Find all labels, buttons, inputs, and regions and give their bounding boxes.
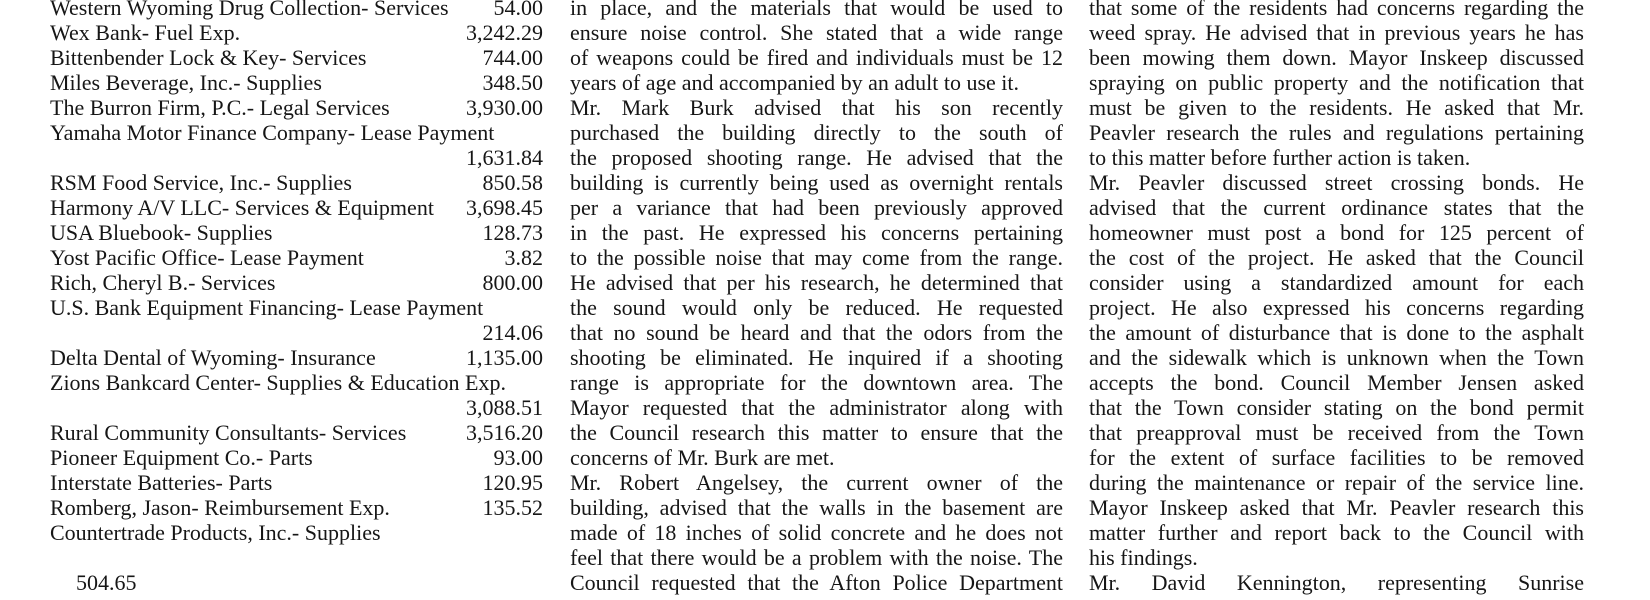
ledger-row (50, 495, 543, 520)
text-line: purchased the building directly to the south of (570, 120, 1063, 145)
ledger-row (50, 320, 543, 345)
ledger-row (50, 195, 543, 220)
text-line: been mowing them down. Mayor Inskeep discussed (1089, 45, 1584, 70)
ledger-row (50, 220, 543, 245)
text-line: that some of the residents had concerns regarding the (1089, 0, 1584, 20)
bills-list-column (50, 0, 543, 595)
ledger-payee: Harmony A/V LLC- Services & Equipment (50, 195, 434, 220)
ledger-amount: 3.82 (504, 245, 543, 270)
ledger-payee: Interstate Batteries- Parts (50, 470, 273, 495)
ledger-payee: USA Bluebook- Supplies (50, 220, 273, 245)
text-line: homeowner must post a bond for 125 percent of (1089, 220, 1584, 245)
ledger-row (50, 470, 543, 495)
ledger-payee: Wex Bank- Fuel Exp. (50, 20, 241, 45)
ledger-row (50, 345, 543, 370)
ledger-row (50, 520, 543, 545)
text-line: weed spray. He advised that in previous years he has (1089, 20, 1584, 45)
ledger-row (50, 170, 543, 195)
ledger-payee: Bittenbender Lock & Key- Services (50, 45, 367, 70)
ledger-amount: 3,930.00 (466, 95, 543, 120)
ledger-row (50, 120, 543, 145)
ledger-payee: Pioneer Equipment Co.- Parts (50, 445, 313, 470)
text-line: advised that the current ordinance states that the (1089, 195, 1584, 220)
text-line: in the past. He expressed his concerns pertaining (570, 220, 1063, 245)
text-line: spraying on public property and the notification that (1089, 70, 1584, 95)
text-line: Peavler research the rules and regulations pertaining (1089, 120, 1584, 145)
ledger-payee: RSM Food Service, Inc.- Supplies (50, 170, 352, 195)
ledger-payee: The Burron Firm, P.C.- Legal Services (50, 95, 390, 120)
ledger-amount: 1,631.84 (466, 145, 543, 170)
ledger-amount: 54.00 (493, 0, 543, 20)
ledger-payee: Delta Dental of Wyoming- Insurance (50, 345, 376, 370)
ledger-row (50, 45, 543, 70)
ledger-amount: 3,088.51 (466, 395, 543, 420)
text-line: and the sidewalk which is unknown when the Town (1089, 345, 1584, 370)
text-line: project. He also expressed his concerns regarding (1089, 295, 1584, 320)
ledger-row (50, 545, 543, 570)
text-line: that preapproval must be received from the Town (1089, 420, 1584, 445)
text-line: building is currently being used as overnight rentals (570, 170, 1063, 195)
ledger-amount: 3,516.20 (466, 420, 543, 445)
text-line: concerns of Mr. Burk are met. (570, 445, 835, 470)
text-line: of weapons could be fired and individuals must be 12 (570, 45, 1063, 70)
ledger-amount: 128.73 (482, 220, 543, 245)
text-line: that no sound be heard and that the odors from the (570, 320, 1063, 345)
text-line: years of age and accompanied by an adult to use it. (570, 70, 1020, 95)
text-line: in place, and the materials that would be used to (570, 0, 1063, 20)
ledger-row (50, 445, 543, 470)
ledger-payee: Romberg, Jason- Reimbursement Exp. (50, 495, 390, 520)
text-line: He advised that per his research, he determined that (570, 270, 1063, 295)
text-line: the sound would only be reduced. He requested (570, 295, 1063, 320)
ledger-payee: Miles Beverage, Inc.- Supplies (50, 70, 322, 95)
ledger-row (50, 295, 543, 320)
ledger-row (50, 145, 543, 170)
text-line: during the maintenance or repair of the service line. (1089, 470, 1584, 495)
ledger-row (50, 245, 543, 270)
text-line: the cost of the project. He asked that the Council (1089, 245, 1584, 270)
text-line: Mr. Peavler discussed street crossing bonds. He (1089, 170, 1584, 195)
ledger-amount: 93.00 (493, 445, 543, 470)
minutes-column-3 (1089, 0, 1584, 595)
text-line: matter further and report back to the Council with (1089, 520, 1584, 545)
text-line: per a variance that had been previously approved (570, 195, 1063, 220)
text-line: building, advised that the walls in the basement are (570, 495, 1063, 520)
text-line: range is appropriate for the downtown area. The (570, 370, 1063, 395)
ledger-amount: 3,242.29 (466, 20, 543, 45)
ledger-payee: Countertrade Products, Inc.- Supplies (50, 520, 381, 545)
ledger-payee: U.S. Bank Equipment Financing- Lease Payment (50, 295, 484, 320)
text-line: accepts the bond. Council Member Jensen asked (1089, 370, 1584, 395)
ledger-row (50, 395, 543, 420)
text-line: consider using a standardized amount for each (1089, 270, 1584, 295)
text-line: the amount of disturbance that is done to the asphalt (1089, 320, 1584, 345)
ledger-payee: Western Wyoming Drug Collection- Services (50, 0, 449, 20)
text-line: the Council research this matter to ensure that the (570, 420, 1063, 445)
text-line: made of 18 inches of solid concrete and he does not (570, 520, 1063, 545)
text-line: feel that there would be a problem with the noise. The (570, 545, 1063, 570)
ledger-row (50, 270, 543, 295)
text-line: Mr. Robert Angelsey, the current owner of the (570, 470, 1063, 495)
text-line: Mr. David Kennington, representing Sunrise (1089, 570, 1584, 595)
text-line: Mayor Inskeep asked that Mr. Peavler research this (1089, 495, 1584, 520)
ledger-amount: 504.65 (76, 570, 137, 595)
ledger-payee: Zions Bankcard Center- Supplies & Education Exp. (50, 370, 506, 395)
ledger-amount: 214.06 (482, 320, 543, 345)
text-line: shooting be eliminated. He inquired if a shooting (570, 345, 1063, 370)
text-line: to this matter before further action is taken. (1089, 145, 1471, 170)
ledger-row (50, 370, 543, 395)
text-line: to the possible noise that may come from the range. (570, 245, 1063, 270)
ledger-amount: 135.52 (482, 495, 543, 520)
ledger-row (50, 95, 543, 120)
ledger-amount: 3,698.45 (466, 195, 543, 220)
ledger-payee: Rich, Cheryl B.- Services (50, 270, 276, 295)
text-line: Mr. Mark Burk advised that his son recently (570, 95, 1063, 120)
ledger-payee: Yost Pacific Office- Lease Payment (50, 245, 364, 270)
ledger-row (50, 570, 543, 595)
ledger-amount: 744.00 (482, 45, 543, 70)
ledger-amount: 800.00 (482, 270, 543, 295)
text-line: for the extent of surface facilities to be removed (1089, 445, 1584, 470)
ledger-amount: 850.58 (482, 170, 543, 195)
text-line: his findings. (1089, 545, 1198, 570)
minutes-column-2 (570, 0, 1063, 595)
ledger-amount: 1,135.00 (466, 345, 543, 370)
ledger-payee: Yamaha Motor Finance Company- Lease Payment (50, 120, 495, 145)
text-line: that the Town consider stating on the bond permit (1089, 395, 1584, 420)
text-line: Mayor requested that the administrator along with (570, 395, 1063, 420)
text-line: must be given to the residents. He asked that Mr. (1089, 95, 1584, 120)
ledger-payee: Rural Community Consultants- Services (50, 420, 407, 445)
text-line: Council requested that the Afton Police Department (570, 570, 1063, 595)
ledger-amount: 120.95 (482, 470, 543, 495)
ledger-row (50, 70, 543, 95)
ledger-amount: 348.50 (482, 70, 543, 95)
text-line: the proposed shooting range. He advised that the (570, 145, 1063, 170)
ledger-row (50, 0, 543, 20)
ledger-row (50, 420, 543, 445)
ledger-row (50, 20, 543, 45)
text-line: ensure noise control. She stated that a wide range (570, 20, 1063, 45)
